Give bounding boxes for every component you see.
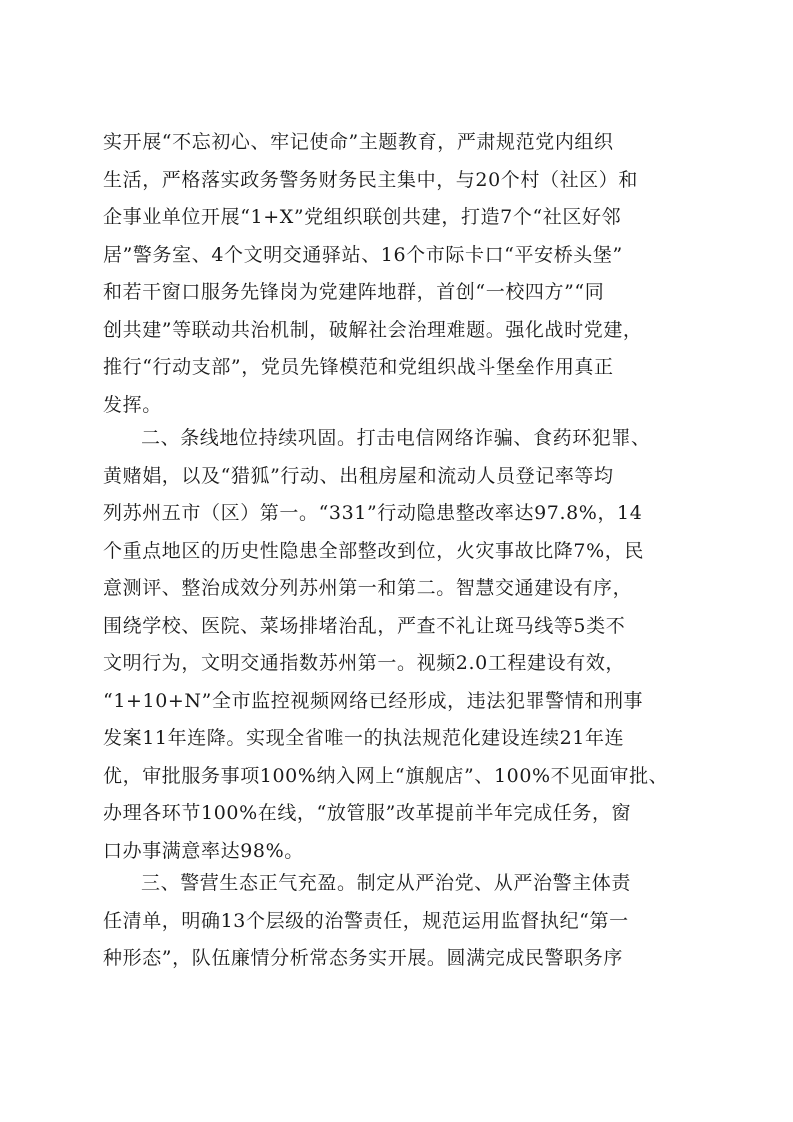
- text-line: 围绕学校、医院、菜场排堵治乱，严查不礼让斑马线等5类不: [103, 614, 626, 637]
- text-line: 办理各环节100%在线，“放管服”改革提前半年完成任务，窗: [103, 802, 632, 824]
- section-heading-line: 三、警营生态正气充盈。制定从严治党、从严治警主体责: [141, 872, 632, 894]
- text-line: 发挥。: [103, 393, 162, 416]
- text-line: 文明行为，文明交通指数苏州第一。视频2.0工程建设有效，: [103, 652, 626, 674]
- text-line: 口办事满意率达98%。: [103, 839, 304, 862]
- paragraph-section-two: [103, 420, 693, 870]
- text-line: 企事业单位开展“1+X”党组织联创共建，打造7个“社区好邻: [103, 206, 622, 228]
- text-line: 黄赌娼，以及“猎狐”行动、出租房屋和流动人员登记率等均: [103, 464, 614, 487]
- text-line: 和若干窗口服务先锋岗为党建阵地群，首创“一校四方”“同: [103, 281, 605, 303]
- paragraph-section-three: [103, 865, 693, 978]
- text-line: 种形态”，队伍廉情分析常态务实开展。圆满完成民警职务序: [103, 947, 623, 969]
- text-line: 任清单，明确13个层级的治警责任，规范运用监督执纪“第一: [103, 909, 629, 932]
- text-line: 居”警务室、4个文明交通驿站、16个市际卡口“平安桥头堡”: [103, 243, 623, 266]
- text-line: 意测评、整治成效分列苏州第一和第二。智慧交通建设有序，: [103, 577, 633, 599]
- text-line: 个重点地区的历史性隐患全部整改到位，火灾事故比降7%，民: [103, 539, 644, 562]
- text-line: 生活，严格落实政务警务财务民主集中，与20个村（社区）和: [103, 168, 638, 191]
- text-line: 优，审批服务事项100%纳入网上“旗舰店”、100%不见面审批、: [103, 764, 669, 787]
- text-line: 推行“行动支部”，党员先锋模范和党组织战斗堡垒作用真正: [103, 356, 614, 378]
- text-line: 实开展“不忘初心、牢记使命”主题教育，严肃规范党内组织: [103, 131, 614, 153]
- text-line: 列苏州五市（区）第一。“331”行动隐患整改率达97.8%，14: [103, 502, 643, 524]
- text-line: “1+10+N”全市监控视频网络已经形成，违法犯罪警情和刑事: [103, 689, 644, 712]
- paragraph-continuation: [103, 124, 693, 424]
- text-line: 发案11年连降。实现全省唯一的执法规范化建设连续21年连: [103, 727, 625, 749]
- text-line: 创共建”等联动共治机制，破解社会治理难题。强化战时党建，: [103, 318, 643, 341]
- section-heading-line: 二、条线地位持续巩固。打击电信网络诈骗、食药环犯罪、: [141, 427, 651, 449]
